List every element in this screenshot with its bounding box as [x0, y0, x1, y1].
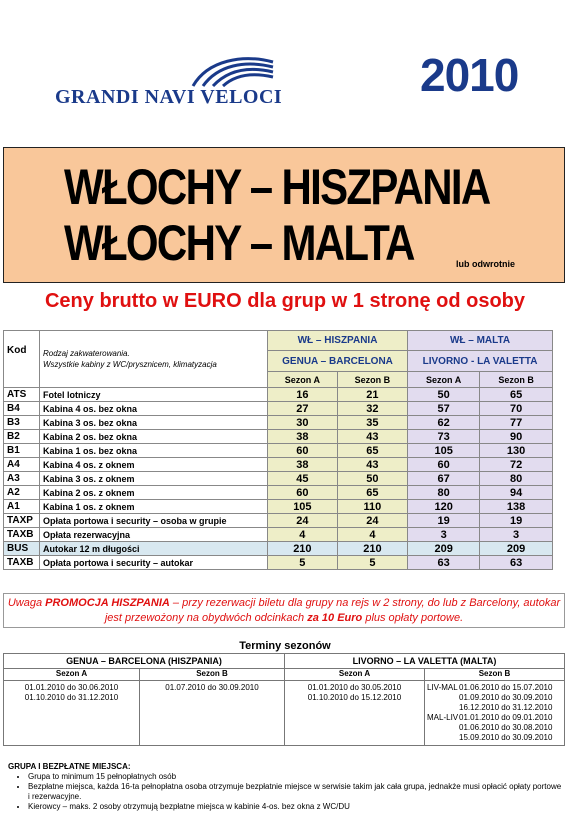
date-range: 15.09.2010 do 30.09.2010 — [459, 733, 553, 742]
price-malta-sezon-a: 80 — [408, 486, 480, 500]
row-code: A2 — [4, 486, 40, 500]
row-code: TAXB — [4, 556, 40, 570]
title-route-spain: WŁOCHY – HISZPANIA — [64, 159, 490, 215]
row-code: A3 — [4, 472, 40, 486]
row-code: A1 — [4, 500, 40, 514]
price-table — [3, 330, 553, 570]
price-spain-sezon-a: 24 — [268, 514, 338, 528]
price-malta-sezon-b: 209 — [480, 542, 553, 556]
terms-malta-sezon-a: Sezon A — [285, 669, 425, 681]
table-row — [4, 402, 553, 416]
price-malta-sezon-b: 63 — [480, 556, 553, 570]
table-row — [4, 388, 553, 402]
header — [0, 0, 570, 140]
price-spain-sezon-a: 60 — [268, 444, 338, 458]
price-spain-sezon-b: 4 — [337, 528, 407, 542]
price-spain-sezon-a: 5 — [268, 556, 338, 570]
price-spain-sezon-a: 27 — [268, 402, 338, 416]
price-spain-sezon-b: 50 — [337, 472, 407, 486]
terms-malta-sezon-b: Sezon B — [425, 669, 565, 681]
table-row — [4, 416, 553, 430]
date-range: 01.01.2010 do 30.05.2010 — [307, 683, 402, 692]
price-spain-sezon-a: 38 — [268, 430, 338, 444]
price-malta-sezon-a: 60 — [408, 458, 480, 472]
table-row — [4, 472, 553, 486]
row-code: TAXP — [4, 514, 40, 528]
group-info-list — [8, 772, 563, 812]
price-malta-sezon-a: 19 — [408, 514, 480, 528]
row-description: Opłata portowa i security – osoba w grupie — [40, 514, 268, 528]
row-description: Kabina 3 os. bez okna — [40, 416, 268, 430]
row-description: Opłata rezerwacyjna — [40, 528, 268, 542]
price-spain-sezon-a: 16 — [268, 388, 338, 402]
table-row — [4, 556, 553, 570]
price-spain-sezon-a: 105 — [268, 500, 338, 514]
title-note: lub odwrotnie — [456, 259, 515, 269]
price-malta-sezon-a: 63 — [408, 556, 480, 570]
price-malta-sezon-a: 105 — [408, 444, 480, 458]
row-code: B4 — [4, 402, 40, 416]
price-malta-sezon-a: 209 — [408, 542, 480, 556]
promo-notice — [3, 593, 565, 628]
route-malta-header-line1: WŁ – MALTA — [408, 331, 553, 351]
price-malta-sezon-a: 3 — [408, 528, 480, 542]
row-description: Kabina 4 os. z oknem — [40, 458, 268, 472]
group-info — [8, 762, 563, 812]
row-description: Kabina 1 os. z oknem — [40, 500, 268, 514]
desc-header — [40, 331, 268, 388]
row-code: TAXB — [4, 528, 40, 542]
route-spain-header-line1: WŁ – HISZPANIA — [268, 331, 408, 351]
price-malta-sezon-b: 90 — [480, 430, 553, 444]
price-spain-sezon-b: 43 — [337, 458, 407, 472]
company-logo — [55, 52, 345, 112]
date-range: 16.12.2010 do 31.12.2010 — [459, 703, 553, 712]
table-row — [4, 444, 553, 458]
price-malta-sezon-b: 77 — [480, 416, 553, 430]
row-code: B2 — [4, 430, 40, 444]
terms-malta-a-dates — [285, 681, 425, 746]
promo-part3: plus opłaty portowe. — [362, 612, 464, 624]
price-spain-sezon-a: 60 — [268, 486, 338, 500]
row-description: Kabina 4 os. bez okna — [40, 402, 268, 416]
table-row — [4, 430, 553, 444]
terms-spain-sezon-a: Sezon A — [4, 669, 140, 681]
date-range: 01.10.2010 do 31.12.2010 — [24, 693, 119, 702]
row-description: Autokar 12 m długości — [40, 542, 268, 556]
price-spain-sezon-b: 210 — [337, 542, 407, 556]
desc-header-line2: Wszystkie kabiny z WC/prysznicem, klimatyzacja — [43, 360, 217, 369]
promo-highlight: PROMOCJA HISZPANIA — [45, 597, 170, 609]
wave-logo-icon — [173, 52, 283, 88]
title-route-malta: WŁOCHY – MALTA — [64, 215, 414, 271]
date-range: 01.01.2010 do 30.06.2010 — [24, 683, 119, 692]
price-spain-sezon-b: 35 — [337, 416, 407, 430]
price-subtitle: Ceny brutto w EURO dla grup w 1 stronę od osoby — [44, 290, 526, 312]
table-row — [4, 528, 553, 542]
table-row — [4, 542, 553, 556]
price-malta-sezon-b: 80 — [480, 472, 553, 486]
price-malta-sezon-a: 73 — [408, 430, 480, 444]
list-item: • Bezpłatne miejsca, każda 16-ta pełnopłatna osoba otrzymuje bezpłatnie miejsce w serwisie takim jak cała grupa, jednakże musi opłacić opłaty portowe i rezerwacyjne. — [28, 782, 563, 802]
date-range: 01.01.2010 do 09.01.2010 — [459, 713, 553, 722]
row-description: Opłata portowa i security – autokar — [40, 556, 268, 570]
terms-route-spain: GENUA – BARCELONA (HISZPANIA) — [4, 654, 285, 669]
price-malta-sezon-b: 138 — [480, 500, 553, 514]
row-description: Fotel lotniczy — [40, 388, 268, 402]
logo-text: GRANDI NAVI VELOCI — [55, 86, 283, 108]
price-spain-sezon-b: 65 — [337, 486, 407, 500]
price-spain-sezon-b: 65 — [337, 444, 407, 458]
table-row — [4, 458, 553, 472]
direction-tag: LIV-MAL — [427, 683, 458, 692]
row-code: BUS — [4, 542, 40, 556]
promo-part1: Uwaga — [7, 597, 46, 609]
malta-sezon-b-header: Sezon B — [480, 372, 553, 388]
price-spain-sezon-b: 5 — [337, 556, 407, 570]
kod-header: Kod — [4, 331, 40, 388]
price-malta-sezon-b: 72 — [480, 458, 553, 472]
price-spain-sezon-a: 4 — [268, 528, 338, 542]
terms-title: Terminy sezonów — [239, 640, 331, 652]
price-spain-sezon-b: 43 — [337, 430, 407, 444]
spain-sezon-a-header: Sezon A — [268, 372, 338, 388]
terms-spain-sezon-b: Sezon B — [140, 669, 285, 681]
price-spain-sezon-b: 24 — [337, 514, 407, 528]
direction-tag — [427, 733, 459, 743]
date-range: 01.06.2010 do 15.07.2010 — [459, 683, 553, 692]
direction-tag — [427, 703, 459, 713]
row-description: Kabina 2 os. bez okna — [40, 430, 268, 444]
price-spain-sezon-b: 110 — [337, 500, 407, 514]
price-spain-sezon-a: 30 — [268, 416, 338, 430]
date-range: 01.06.2010 do 30.08.2010 — [459, 723, 553, 732]
list-item: • Kierowcy – maks. 2 osoby otrzymują bezpłatne miejsca w kabinie 4-os. bez okna z WC/DU — [28, 802, 563, 812]
list-item: • Grupa to minimum 15 pełnopłatnych osób — [28, 772, 563, 782]
row-code: A4 — [4, 458, 40, 472]
route-spain-header-line2: GENUA – BARCELONA — [268, 351, 408, 372]
terms-spain-a-dates — [4, 681, 140, 746]
row-code: B3 — [4, 416, 40, 430]
title-banner — [3, 147, 565, 283]
row-description: Kabina 2 os. z oknem — [40, 486, 268, 500]
price-malta-sezon-a: 57 — [408, 402, 480, 416]
price-malta-sezon-a: 67 — [408, 472, 480, 486]
price-malta-sezon-b: 65 — [480, 388, 553, 402]
price-spain-sezon-a: 210 — [268, 542, 338, 556]
row-description: Kabina 1 os. bez okna — [40, 444, 268, 458]
price-malta-sezon-a: 50 — [408, 388, 480, 402]
price-malta-sezon-b: 3 — [480, 528, 553, 542]
terms-spain-b-dates — [140, 681, 285, 746]
row-description: Kabina 3 os. z oknem — [40, 472, 268, 486]
year-label: 2010 — [420, 49, 519, 101]
table-row — [4, 514, 553, 528]
terms-route-malta: LIVORNO – LA VALETTA (MALTA) — [285, 654, 565, 669]
table-row — [4, 500, 553, 514]
spain-sezon-b-header: Sezon B — [337, 372, 407, 388]
row-code: B1 — [4, 444, 40, 458]
date-range: 01.07.2010 do 30.09.2010 — [165, 683, 259, 692]
promo-part2: – przy rezerwacji biletu dla grupy na rejs w 2 strony, do lub z Barcelony, autokar jest przewożony na obydwóch odcinkach — [104, 597, 561, 624]
desc-header-line1: Rodzaj zakwaterowania. — [43, 349, 130, 358]
price-malta-sezon-b: 70 — [480, 402, 553, 416]
table-row — [4, 486, 553, 500]
price-malta-sezon-b: 130 — [480, 444, 553, 458]
price-malta-sezon-a: 62 — [408, 416, 480, 430]
terms-malta-b-dates — [425, 681, 565, 746]
group-info-title: GRUPA I BEZPŁATNE MIEJSCA: — [8, 762, 131, 771]
season-terms-table — [3, 653, 565, 746]
direction-tag — [427, 723, 459, 733]
malta-sezon-a-header: Sezon A — [408, 372, 480, 388]
row-code: ATS — [4, 388, 40, 402]
route-malta-header-line2: LIVORNO - LA VALETTA — [408, 351, 553, 372]
price-spain-sezon-a: 45 — [268, 472, 338, 486]
price-malta-sezon-b: 19 — [480, 514, 553, 528]
price-malta-sezon-b: 94 — [480, 486, 553, 500]
price-malta-sezon-a: 120 — [408, 500, 480, 514]
price-spain-sezon-b: 21 — [337, 388, 407, 402]
price-spain-sezon-b: 32 — [337, 402, 407, 416]
date-range: 01.10.2010 do 15.12.2010 — [307, 693, 402, 702]
direction-tag: MAL-LIV — [427, 713, 459, 722]
price-spain-sezon-a: 38 — [268, 458, 338, 472]
promo-price: za 10 Euro — [307, 612, 363, 624]
direction-tag — [427, 693, 459, 703]
date-range: 01.09.2010 do 30.09.2010 — [459, 693, 553, 702]
